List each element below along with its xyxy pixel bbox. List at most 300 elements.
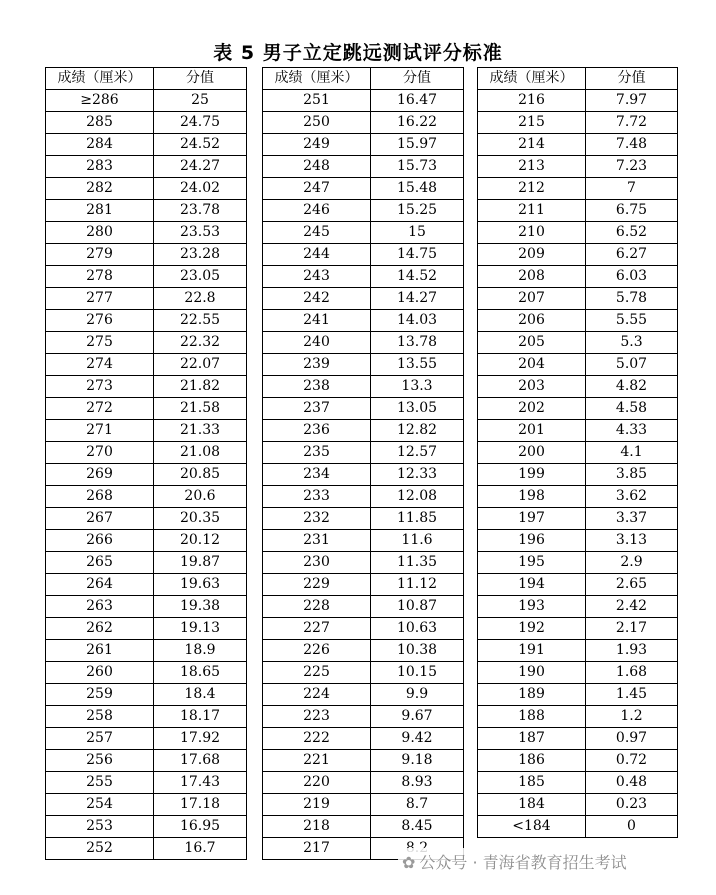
score-cell: 278 xyxy=(46,266,154,288)
score-cell: 189 xyxy=(478,684,586,706)
score-cell: 271 xyxy=(46,420,154,442)
points-cell: 14.75 xyxy=(371,244,464,266)
score-cell: 192 xyxy=(478,618,586,640)
score-cell: 226 xyxy=(263,640,371,662)
score-cell: 214 xyxy=(478,134,586,156)
score-cell: 201 xyxy=(478,420,586,442)
score-cell: 276 xyxy=(46,310,154,332)
points-cell: 18.17 xyxy=(154,706,247,728)
table-row xyxy=(478,112,678,134)
table-row xyxy=(478,442,678,464)
table-row xyxy=(46,640,247,662)
score-cell: 244 xyxy=(263,244,371,266)
score-cell: 260 xyxy=(46,662,154,684)
points-cell: 15.73 xyxy=(371,156,464,178)
points-cell: 20.6 xyxy=(154,486,247,508)
table-row xyxy=(478,816,678,838)
points-cell: 7.72 xyxy=(586,112,678,134)
score-table-3 xyxy=(477,67,678,838)
points-cell: 4.82 xyxy=(586,376,678,398)
score-cell: 251 xyxy=(263,90,371,112)
points-cell: 3.85 xyxy=(586,464,678,486)
table-row xyxy=(478,178,678,200)
table-row xyxy=(46,376,247,398)
table-header-row xyxy=(263,68,464,90)
table-row xyxy=(263,684,464,706)
table-row xyxy=(263,750,464,772)
table-header-row xyxy=(46,68,247,90)
points-cell: 1.45 xyxy=(586,684,678,706)
table-row xyxy=(263,310,464,332)
points-cell: 15.25 xyxy=(371,200,464,222)
points-cell: 6.52 xyxy=(586,222,678,244)
table-row xyxy=(263,178,464,200)
table-row xyxy=(478,794,678,816)
score-cell: 215 xyxy=(478,112,586,134)
points-cell: 2.9 xyxy=(586,552,678,574)
watermark xyxy=(398,848,631,875)
header-score: 成绩（厘米） xyxy=(46,68,154,90)
table-row xyxy=(46,178,247,200)
points-cell: 17.92 xyxy=(154,728,247,750)
table-row xyxy=(478,640,678,662)
table-row xyxy=(46,112,247,134)
table-row xyxy=(263,244,464,266)
score-cell: 231 xyxy=(263,530,371,552)
table-row xyxy=(263,420,464,442)
table-row xyxy=(263,442,464,464)
table-row xyxy=(263,332,464,354)
points-cell: 5.3 xyxy=(586,332,678,354)
table-row xyxy=(46,618,247,640)
score-cell: ≥286 xyxy=(46,90,154,112)
points-cell: 2.17 xyxy=(586,618,678,640)
table-row xyxy=(478,376,678,398)
score-cell: 264 xyxy=(46,574,154,596)
score-cell: 273 xyxy=(46,376,154,398)
table-row xyxy=(263,464,464,486)
table-row xyxy=(46,816,247,838)
score-cell: 265 xyxy=(46,552,154,574)
points-cell: 7.48 xyxy=(586,134,678,156)
table-row xyxy=(478,552,678,574)
score-cell: 240 xyxy=(263,332,371,354)
score-cell: 191 xyxy=(478,640,586,662)
points-cell: 18.9 xyxy=(154,640,247,662)
score-cell: 237 xyxy=(263,398,371,420)
table-row xyxy=(263,552,464,574)
score-cell: 233 xyxy=(263,486,371,508)
table-row xyxy=(478,530,678,552)
score-cell: 249 xyxy=(263,134,371,156)
score-cell: 268 xyxy=(46,486,154,508)
table-row xyxy=(46,156,247,178)
table-row xyxy=(46,794,247,816)
score-cell: 228 xyxy=(263,596,371,618)
score-cell: 267 xyxy=(46,508,154,530)
points-cell: 19.87 xyxy=(154,552,247,574)
table-row xyxy=(46,332,247,354)
score-cell: 185 xyxy=(478,772,586,794)
table-row xyxy=(263,266,464,288)
score-cell: 272 xyxy=(46,398,154,420)
points-cell: 11.6 xyxy=(371,530,464,552)
table-row xyxy=(263,222,464,244)
table-row xyxy=(46,90,247,112)
points-cell: 23.78 xyxy=(154,200,247,222)
points-cell: 10.87 xyxy=(371,596,464,618)
table-row xyxy=(46,200,247,222)
table-row xyxy=(46,266,247,288)
points-cell: 13.3 xyxy=(371,376,464,398)
points-cell: 11.12 xyxy=(371,574,464,596)
points-cell: 23.28 xyxy=(154,244,247,266)
table-header-row xyxy=(478,68,678,90)
points-cell: 4.58 xyxy=(586,398,678,420)
points-cell: 0.72 xyxy=(586,750,678,772)
score-cell: 284 xyxy=(46,134,154,156)
watermark-text: 公众号 · 青海省教育招生考试 xyxy=(419,853,627,872)
points-cell: 24.52 xyxy=(154,134,247,156)
score-cell: 256 xyxy=(46,750,154,772)
points-cell: 9.67 xyxy=(371,706,464,728)
score-cell: 224 xyxy=(263,684,371,706)
points-cell: 13.78 xyxy=(371,332,464,354)
points-cell: 6.27 xyxy=(586,244,678,266)
score-cell: <184 xyxy=(478,816,586,838)
score-cell: 261 xyxy=(46,640,154,662)
table-row xyxy=(478,508,678,530)
score-table-1 xyxy=(45,67,247,860)
score-cell: 242 xyxy=(263,288,371,310)
score-cell: 193 xyxy=(478,596,586,618)
score-cell: 285 xyxy=(46,112,154,134)
points-cell: 15.97 xyxy=(371,134,464,156)
score-cell: 202 xyxy=(478,398,586,420)
table-row xyxy=(478,332,678,354)
table-row xyxy=(46,574,247,596)
table-row xyxy=(263,156,464,178)
points-cell: 5.07 xyxy=(586,354,678,376)
points-cell: 24.02 xyxy=(154,178,247,200)
table-row xyxy=(263,662,464,684)
table-row xyxy=(263,706,464,728)
table-row xyxy=(46,750,247,772)
table-row xyxy=(478,156,678,178)
table-row xyxy=(263,200,464,222)
score-cell: 210 xyxy=(478,222,586,244)
table-row xyxy=(46,530,247,552)
table-row xyxy=(263,596,464,618)
points-cell: 20.35 xyxy=(154,508,247,530)
points-cell: 21.82 xyxy=(154,376,247,398)
score-cell: 259 xyxy=(46,684,154,706)
table-row xyxy=(478,486,678,508)
points-cell: 25 xyxy=(154,90,247,112)
points-cell: 4.33 xyxy=(586,420,678,442)
points-cell: 7.97 xyxy=(586,90,678,112)
score-cell: 282 xyxy=(46,178,154,200)
table-row xyxy=(263,618,464,640)
score-cell: 238 xyxy=(263,376,371,398)
table-row xyxy=(263,90,464,112)
score-cell: 253 xyxy=(46,816,154,838)
table-row xyxy=(46,222,247,244)
points-cell: 22.32 xyxy=(154,332,247,354)
table-row xyxy=(46,464,247,486)
score-cell: 204 xyxy=(478,354,586,376)
points-cell: 5.78 xyxy=(586,288,678,310)
score-cell: 184 xyxy=(478,794,586,816)
table-row xyxy=(478,310,678,332)
header-points: 分值 xyxy=(371,68,464,90)
table-row xyxy=(46,134,247,156)
score-cell: 213 xyxy=(478,156,586,178)
table-row xyxy=(478,244,678,266)
points-cell: 11.35 xyxy=(371,552,464,574)
table-row xyxy=(46,508,247,530)
points-cell: 22.07 xyxy=(154,354,247,376)
header-points: 分值 xyxy=(154,68,247,90)
table-row xyxy=(46,684,247,706)
score-table-2 xyxy=(262,67,464,860)
table-row xyxy=(478,728,678,750)
score-cell: 216 xyxy=(478,90,586,112)
table-row xyxy=(478,288,678,310)
table-row xyxy=(46,596,247,618)
score-cell: 197 xyxy=(478,508,586,530)
score-cell: 230 xyxy=(263,552,371,574)
table-row xyxy=(46,662,247,684)
points-cell: 21.08 xyxy=(154,442,247,464)
table-row xyxy=(478,706,678,728)
table-row xyxy=(46,772,247,794)
table-row xyxy=(263,398,464,420)
score-cell: 277 xyxy=(46,288,154,310)
points-cell: 17.68 xyxy=(154,750,247,772)
table-row xyxy=(478,200,678,222)
table-row xyxy=(46,310,247,332)
table-row xyxy=(263,794,464,816)
score-cell: 281 xyxy=(46,200,154,222)
score-cell: 218 xyxy=(263,816,371,838)
points-cell: 0.48 xyxy=(586,772,678,794)
points-cell: 7.23 xyxy=(586,156,678,178)
points-cell: 5.55 xyxy=(586,310,678,332)
score-cell: 205 xyxy=(478,332,586,354)
header-points: 分值 xyxy=(586,68,678,90)
points-cell: 14.27 xyxy=(371,288,464,310)
score-cell: 243 xyxy=(263,266,371,288)
table-row xyxy=(478,134,678,156)
points-cell: 21.58 xyxy=(154,398,247,420)
points-cell: 4.1 xyxy=(586,442,678,464)
score-cell: 283 xyxy=(46,156,154,178)
points-cell: 12.82 xyxy=(371,420,464,442)
score-cell: 257 xyxy=(46,728,154,750)
points-cell: 14.03 xyxy=(371,310,464,332)
score-cell: 187 xyxy=(478,728,586,750)
points-cell: 12.57 xyxy=(371,442,464,464)
points-cell: 3.62 xyxy=(586,486,678,508)
table-row xyxy=(478,90,678,112)
points-cell: 12.08 xyxy=(371,486,464,508)
points-cell: 3.13 xyxy=(586,530,678,552)
score-cell: 275 xyxy=(46,332,154,354)
points-cell: 1.68 xyxy=(586,662,678,684)
score-cell: 241 xyxy=(263,310,371,332)
points-cell: 8.7 xyxy=(371,794,464,816)
points-cell: 14.52 xyxy=(371,266,464,288)
table-row xyxy=(263,134,464,156)
score-cell: 222 xyxy=(263,728,371,750)
table-row xyxy=(478,596,678,618)
score-cell: 203 xyxy=(478,376,586,398)
points-cell: 15 xyxy=(371,222,464,244)
table-row xyxy=(478,464,678,486)
score-cell: 279 xyxy=(46,244,154,266)
score-cell: 239 xyxy=(263,354,371,376)
score-cell: 219 xyxy=(263,794,371,816)
points-cell: 16.95 xyxy=(154,816,247,838)
table-row xyxy=(478,574,678,596)
table-row xyxy=(478,662,678,684)
points-cell: 16.47 xyxy=(371,90,464,112)
points-cell: 9.9 xyxy=(371,684,464,706)
score-cell: 247 xyxy=(263,178,371,200)
score-cell: 198 xyxy=(478,486,586,508)
points-cell: 1.2 xyxy=(586,706,678,728)
table-row xyxy=(263,508,464,530)
score-cell: 274 xyxy=(46,354,154,376)
score-cell: 212 xyxy=(478,178,586,200)
score-cell: 255 xyxy=(46,772,154,794)
score-cell: 248 xyxy=(263,156,371,178)
table-row xyxy=(478,266,678,288)
points-cell: 24.27 xyxy=(154,156,247,178)
points-cell: 22.55 xyxy=(154,310,247,332)
points-cell: 20.12 xyxy=(154,530,247,552)
points-cell: 9.18 xyxy=(371,750,464,772)
table-row xyxy=(478,222,678,244)
score-cell: 270 xyxy=(46,442,154,464)
points-cell: 1.93 xyxy=(586,640,678,662)
points-cell: 21.33 xyxy=(154,420,247,442)
points-cell: 23.53 xyxy=(154,222,247,244)
points-cell: 19.13 xyxy=(154,618,247,640)
points-cell: 23.05 xyxy=(154,266,247,288)
table-row xyxy=(478,772,678,794)
header-score: 成绩（厘米） xyxy=(478,68,586,90)
table-row xyxy=(263,354,464,376)
table-row xyxy=(478,618,678,640)
table-row xyxy=(46,442,247,464)
points-cell: 6.03 xyxy=(586,266,678,288)
points-cell: 13.55 xyxy=(371,354,464,376)
points-cell: 19.63 xyxy=(154,574,247,596)
table-row xyxy=(46,838,247,860)
points-cell: 2.42 xyxy=(586,596,678,618)
page-title: 表 5 男子立定跳远测试评分标准 xyxy=(213,42,503,64)
score-cell: 200 xyxy=(478,442,586,464)
score-cell: 199 xyxy=(478,464,586,486)
score-cell: 190 xyxy=(478,662,586,684)
points-cell: 15.48 xyxy=(371,178,464,200)
score-cell: 194 xyxy=(478,574,586,596)
points-cell: 10.38 xyxy=(371,640,464,662)
table-row xyxy=(46,552,247,574)
table-row xyxy=(263,816,464,838)
wechat-icon: ✿ xyxy=(402,853,416,872)
table-row xyxy=(478,420,678,442)
score-cell: 196 xyxy=(478,530,586,552)
score-cell: 266 xyxy=(46,530,154,552)
score-cell: 208 xyxy=(478,266,586,288)
score-cell: 186 xyxy=(478,750,586,772)
table-row xyxy=(263,640,464,662)
points-cell: 0.23 xyxy=(586,794,678,816)
points-cell: 16.7 xyxy=(154,838,247,860)
points-cell: 18.4 xyxy=(154,684,247,706)
score-cell: 236 xyxy=(263,420,371,442)
table-row xyxy=(263,486,464,508)
score-cell: 221 xyxy=(263,750,371,772)
points-cell: 18.65 xyxy=(154,662,247,684)
table-row xyxy=(478,354,678,376)
score-cell: 209 xyxy=(478,244,586,266)
points-cell: 6.75 xyxy=(586,200,678,222)
table-row xyxy=(263,574,464,596)
score-cell: 269 xyxy=(46,464,154,486)
table-row xyxy=(46,420,247,442)
score-cell: 252 xyxy=(46,838,154,860)
points-cell: 16.22 xyxy=(371,112,464,134)
score-cell: 188 xyxy=(478,706,586,728)
score-cell: 195 xyxy=(478,552,586,574)
table-row xyxy=(46,354,247,376)
points-cell: 12.33 xyxy=(371,464,464,486)
table-row xyxy=(478,684,678,706)
table-row xyxy=(46,244,247,266)
points-cell: 19.38 xyxy=(154,596,247,618)
points-cell: 2.65 xyxy=(586,574,678,596)
table-row xyxy=(263,530,464,552)
score-cell: 258 xyxy=(46,706,154,728)
score-cell: 223 xyxy=(263,706,371,728)
score-cell: 246 xyxy=(263,200,371,222)
score-cell: 250 xyxy=(263,112,371,134)
score-cell: 206 xyxy=(478,310,586,332)
score-cell: 211 xyxy=(478,200,586,222)
header-score: 成绩（厘米） xyxy=(263,68,371,90)
table-row xyxy=(263,288,464,310)
score-cell: 217 xyxy=(263,838,371,860)
score-cell: 220 xyxy=(263,772,371,794)
score-cell: 235 xyxy=(263,442,371,464)
score-cell: 245 xyxy=(263,222,371,244)
table-row xyxy=(46,486,247,508)
points-cell: 10.15 xyxy=(371,662,464,684)
points-cell: 9.42 xyxy=(371,728,464,750)
table-row xyxy=(263,772,464,794)
table-row xyxy=(46,288,247,310)
points-cell: 24.75 xyxy=(154,112,247,134)
points-cell: 0 xyxy=(586,816,678,838)
table-row xyxy=(46,728,247,750)
table-row xyxy=(263,112,464,134)
points-cell: 8.93 xyxy=(371,772,464,794)
table-row xyxy=(478,398,678,420)
